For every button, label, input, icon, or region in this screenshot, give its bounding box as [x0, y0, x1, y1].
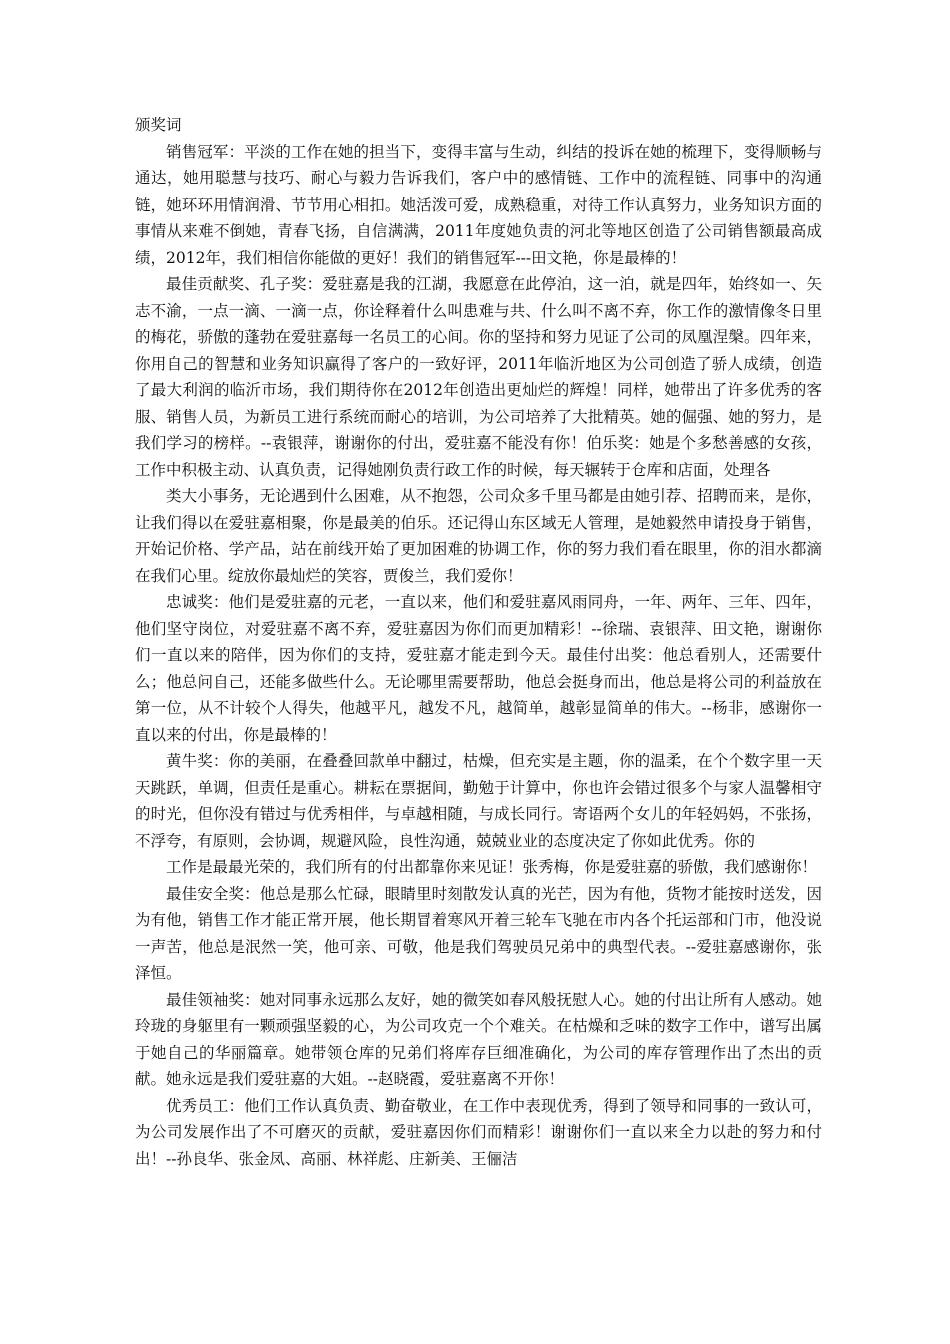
- paragraph-best-leader: 最佳领袖奖：她对同事永远那么友好，她的微笑如春风般抚慰人心。她的付出让所有人感动。她玲珑的身躯里有一颗顽强坚毅的心，为公司攻克一个个难关。在枯燥和乏味的数字工作中，谱写出属于她自己的华丽篇章。她带领仓库的兄弟们将库存巨细准确化，为公司的库存管理作出了杰出的贡献。她永远是我们爱驻嘉的大姐。--赵晓霞，爱驻嘉离不开你！: [135, 990, 822, 1088]
- document-title: 颁奖词: [135, 116, 182, 134]
- paragraph-best-safety: 最佳安全奖：他总是那么忙碌，眼睛里时刻散发认真的光芒，因为有他，货物才能按时送发，因为有他，销售工作才能正常开展，他长期冒着寒风开着三轮车飞驰在市内各个托运部和门市，他没说一声苦，他总是泯然一笑，他可亲、可敬，他是我们驾驶员兄弟中的典型代表。--爱驻嘉感谢你，张泽恒。: [135, 884, 822, 982]
- paragraph-loyalty: 忠诚奖：他们是爱驻嘉的元老，一直以来，他们和爱驻嘉风雨同舟，一年、两年、三年、四年，他们坚守岗位，对爱驻嘉不离不弃，爱驻嘉因为你们而更加精彩！--徐瑞、袁银萍、田文艳，谢谢你们一直以来的陪伴，因为你们的支持，爱驻嘉才能走到今天。最佳付出奖：他总看别人，还需要什么；他总问自己，还能多做些什么。无论哪里需要帮助，他总会挺身而出，他总是将公司的利益放在第一位，从不计较个人得失，他越平凡，越发不凡，越简单，越彰显简单的伟大。--杨非，感谢你一直以来的付出，你是最棒的！: [135, 593, 822, 744]
- paragraph-ox-award: 黄牛奖：你的美丽，在叠叠回款单中翻过，枯燥，但充实是主题，你的温柔，在个个数字里一天天跳跃，单调，但责任是重心。耕耘在票据间，勤勉于计算中，你也许会错过很多个与家人温馨相守的时光，但你没有错过与优秀相伴，与卓越相随，与成长同行。寄语两个女儿的年轻妈妈，不张扬，不浮夸，有原则，会协调，规避风险，良性沟通，兢兢业业的态度决定了你如此优秀。你的: [135, 752, 822, 850]
- paragraph-excellent-staff: 优秀员工：他们工作认真负责、勤奋敬业，在工作中表现优秀，得到了领导和同事的一致认可，为公司发展作出了不可磨灭的贡献，爱驻嘉因你们而精彩！谢谢你们一直以来全力以赴的努力和付出！--孙良华、张金凤、高丽、林祥彪、庄新美、王俪洁: [135, 1096, 822, 1168]
- paragraph-ox-award-continued: 工作是最最光荣的，我们所有的付出都靠你来见证！张秀梅，你是爱驻嘉的骄傲，我们感谢你！: [166, 858, 818, 876]
- paragraph-sales-champion: 销售冠军：平淡的工作在她的担当下，变得丰富与生动，纠结的投诉在她的梳理下，变得顺畅与通达，她用聪慧与技巧、耐心与毅力告诉我们，客户中的感情链、工作中的流程链、同事中的沟通链，她环环用情润滑、节节用心相扣。她活泼可爱，成熟稳重，对待工作认真努力，业务知识方面的事情从来难不倒她，青春飞扬，自信满满，2011年度她负责的河北等地区创造了公司销售额最高成绩，2012年，我们相信你能做的更好！我们的销售冠军---田文艳，你是最棒的！: [135, 142, 822, 267]
- paragraph-bole-continued: 类大小事务，无论遇到什么困难，从不抱怨，公司众多千里马都是由她引荐、招聘而来，是你，让我们得以在爱驻嘉相聚，你是最美的伯乐。还记得山东区域无人管理，是她毅然申请投身于销售，开始记价格、学产品，站在前线开始了更加困难的协调工作，你的努力我们看在眼里，你的泪水都滴在我们心里。绽放你最灿烂的笑容，贾俊兰，我们爱你！: [135, 487, 822, 585]
- document-page: [135, 112, 822, 1172]
- paragraph-best-contribution: 最佳贡献奖、孔子奖：爱驻嘉是我的江湖，我愿意在此停泊，这一泊，就是四年，始终如一、矢志不渝，一点一滴、一滴一点，你诠释着什么叫患难与共、什么叫不离不弃，你工作的激情像冬日里的梅花，骄傲的蓬勃在爱驻嘉每一名员工的心间。你的坚持和努力见证了公司的凤凰涅槃。四年来，你用自己的智慧和业务知识赢得了客户的一致好评，2011年临沂地区为公司创造了骄人成绩，创造了最大利润的临沂市场，我们期待你在2012年创造出更灿烂的辉煌！同样，她带出了许多优秀的客服、销售人员，为新员工进行系统而耐心的培训，为公司培养了大批精英。她的倔强、她的努力，是我们学习的榜样。--袁银萍，谢谢你的付出，爱驻嘉不能没有你！伯乐奖：她是个多愁善感的女孩，工作中积极主动、认真负责，记得她刚负责行政工作的时候，每天辗转于仓库和店面，处理各: [135, 275, 822, 479]
